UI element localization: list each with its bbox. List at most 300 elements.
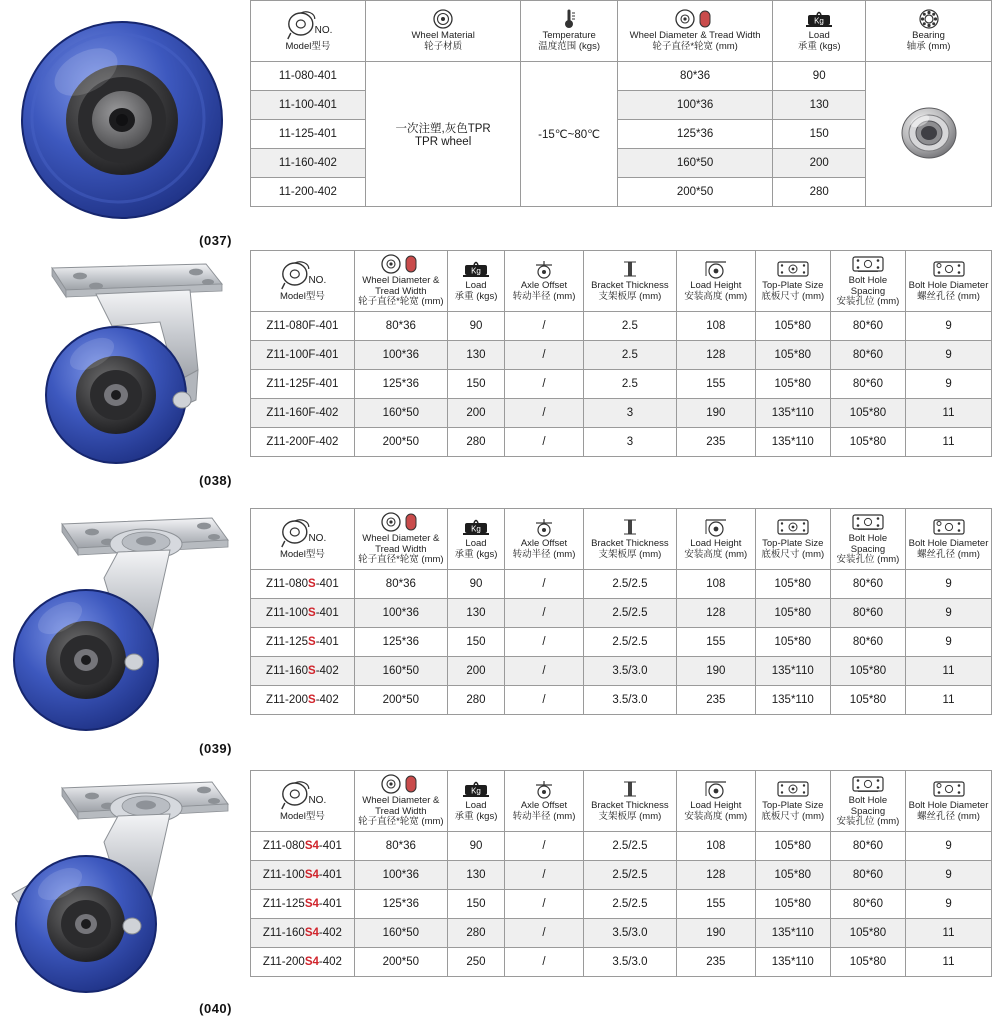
cell-load: 130: [447, 341, 504, 370]
table-row: [251, 832, 992, 861]
figure-caption-038: (038): [199, 473, 232, 488]
cell-bracket-thickness: 2.5/2.5: [583, 570, 676, 599]
header-label-cn: 安装孔位 (mm): [836, 296, 900, 308]
header-label-en: Bolt Hole Diameter: [908, 538, 989, 550]
header-cell-model: [251, 251, 355, 312]
figure-039: [0, 508, 250, 758]
cell-diameter: 125*36: [617, 120, 773, 149]
figure-caption-039: (039): [199, 741, 232, 756]
header-cell-model: [251, 1, 366, 62]
cell-temperature: -15℃~80℃: [521, 62, 617, 207]
cell-bracket-thickness: 2.5: [583, 341, 676, 370]
cell-axle-offset: /: [505, 628, 584, 657]
cell-bolt-diameter: 11: [906, 686, 992, 715]
cell-bolt-diameter: 9: [906, 890, 992, 919]
load-kg-icon: [804, 9, 834, 29]
header-label-en: NO.: [314, 25, 333, 36]
cell-model: Z11-200F-402: [251, 428, 355, 457]
cell-model: [251, 832, 355, 861]
table-row: [251, 657, 992, 686]
header-label-en: Axle Offset: [520, 280, 568, 292]
cell-model: 11-080-401: [251, 62, 366, 91]
cell-load: 90: [447, 832, 504, 861]
cell-bolt-diameter: 11: [906, 948, 992, 977]
header-label-en: Load: [465, 800, 487, 812]
cell-diameter: 200*50: [354, 686, 447, 715]
cell-bolt-diameter: 11: [906, 657, 992, 686]
bolt-hole-diameter-icon: [932, 517, 966, 537]
model-prefix: Z11-100: [266, 607, 309, 619]
swivel-brake-caster-illustration: [0, 770, 250, 1000]
cell-model: [251, 861, 355, 890]
cell-axle-offset: /: [505, 657, 584, 686]
header-label-cn: 轮子直径*轮宽 (mm): [358, 296, 444, 308]
bolt-hole-spacing-icon: [851, 512, 885, 532]
cell-bolt-spacing: 80*60: [830, 832, 905, 861]
cell-bolt-spacing: 80*60: [830, 628, 905, 657]
model-suffix: -402: [315, 665, 339, 677]
cell-diameter: 125*36: [354, 890, 447, 919]
table-row: [251, 62, 992, 91]
cell-model: 11-125-401: [251, 120, 366, 149]
cell-load: 150: [447, 890, 504, 919]
header-label-cn: 螺丝孔径 (mm): [917, 549, 980, 560]
cell-load-height: 128: [676, 341, 755, 370]
load-height-icon: [703, 779, 729, 799]
cell-top-plate: 105*80: [755, 341, 830, 370]
model-prefix: Z11-125: [262, 898, 305, 910]
model-highlight: S4: [304, 927, 319, 939]
cell-bolt-diameter: 9: [906, 599, 992, 628]
cell-top-plate: 135*110: [755, 657, 830, 686]
header-label-en: Top-Plate Size: [762, 280, 824, 292]
header-label-cn: Model型号: [279, 811, 325, 823]
cell-axle-offset: /: [505, 861, 584, 890]
load-kg-icon: [461, 517, 491, 537]
cell-axle-offset: /: [505, 919, 584, 948]
figure-040: [0, 770, 250, 1018]
cell-bolt-spacing: 105*80: [830, 399, 905, 428]
table-header-row: [251, 251, 992, 312]
material-line-cn: 一次注塑,灰色TPR: [395, 123, 491, 135]
cell-bearing-photo: [866, 62, 992, 207]
cell-load: 280: [447, 686, 504, 715]
header-cell-axle-offset: [505, 771, 584, 832]
thermometer-icon: [561, 9, 577, 29]
header-label-cn: 轮子直径*轮宽 (mm): [358, 554, 444, 566]
bolt-hole-diameter-icon: [932, 779, 966, 799]
cell-model: Z11-100F-401: [251, 341, 355, 370]
header-cell-axle-offset: [505, 251, 584, 312]
header-label-en: Axle Offset: [520, 800, 568, 812]
table-wrap-038: [250, 250, 1000, 457]
cell-diameter: 160*50: [354, 919, 447, 948]
cell-load-height: 235: [676, 948, 755, 977]
wheel-diameter-icon: [672, 9, 718, 29]
cell-diameter: 100*36: [354, 599, 447, 628]
cell-top-plate: 105*80: [755, 628, 830, 657]
load-height-icon: [703, 259, 729, 279]
header-cell-material: [365, 1, 521, 62]
cell-model: [251, 657, 355, 686]
header-cell-bracket-thickness: [583, 509, 676, 570]
table-header-row: [251, 509, 992, 570]
cell-bolt-diameter: 9: [906, 370, 992, 399]
header-cell-diameter: [617, 1, 773, 62]
cell-top-plate: 105*80: [755, 890, 830, 919]
cell-axle-offset: /: [505, 890, 584, 919]
header-cell-bolt-spacing: [830, 251, 905, 312]
cell-bolt-spacing: 105*80: [830, 686, 905, 715]
header-cell-bearing: [866, 1, 992, 62]
spec-table-039: [250, 508, 992, 715]
swivel-plate-caster-illustration: [0, 508, 250, 740]
spec-block-037: [0, 0, 1000, 250]
bolt-hole-diameter-icon: [932, 259, 966, 279]
cell-top-plate: 105*80: [755, 599, 830, 628]
spec-table-037: [250, 0, 992, 207]
bearing-icon: [918, 9, 940, 29]
cell-model: [251, 628, 355, 657]
cell-bolt-diameter: 9: [906, 312, 992, 341]
cell-model: [251, 570, 355, 599]
cell-bolt-spacing: 80*60: [830, 861, 905, 890]
header-label-cn: 支架板厚 (mm): [598, 811, 662, 822]
model-suffix: -402: [318, 956, 342, 968]
cell-bolt-spacing: 80*60: [830, 341, 905, 370]
axle-offset-icon: [531, 779, 557, 799]
header-cell-diameter: [354, 509, 447, 570]
header-label-en: Bolt Hole Spacing: [848, 532, 888, 555]
header-label-cn: 安装孔位 (mm): [836, 816, 900, 828]
model-suffix: -401: [315, 607, 339, 619]
header-label-cn: 螺丝孔径 (mm): [917, 811, 980, 822]
header-label-en: NO.: [308, 795, 327, 806]
cell-load-height: 108: [676, 312, 755, 341]
header-label-cn: 安装孔位 (mm): [836, 554, 900, 566]
cell-load-height: 108: [676, 570, 755, 599]
load-kg-icon: [461, 259, 491, 279]
cell-load: 150: [447, 370, 504, 399]
model-suffix: -401: [318, 869, 342, 881]
cell-bolt-spacing: 105*80: [830, 657, 905, 686]
header-label-en: Wheel Diameter & Tread Width: [362, 274, 440, 297]
cell-axle-offset: /: [505, 599, 584, 628]
blue-tpr-wheel-illustration: [0, 0, 250, 232]
header-label-en: NO.: [308, 275, 327, 286]
cell-bolt-diameter: 9: [906, 832, 992, 861]
header-label-cn: 底板尺寸 (mm): [761, 549, 825, 560]
cell-top-plate: 135*110: [755, 919, 830, 948]
cell-bolt-diameter: 9: [906, 861, 992, 890]
table-row: [251, 570, 992, 599]
cell-bracket-thickness: 2.5: [583, 370, 676, 399]
cell-bolt-spacing: 105*80: [830, 948, 905, 977]
spec-block-038: [0, 250, 1000, 508]
cell-bracket-thickness: 2.5: [583, 312, 676, 341]
table-row: [251, 370, 992, 399]
cell-bolt-spacing: 80*60: [830, 312, 905, 341]
header-cell-top-plate: [755, 771, 830, 832]
svg-text:Kg: Kg: [471, 786, 481, 796]
header-cell-model: [251, 509, 355, 570]
model-highlight: S4: [304, 840, 319, 852]
header-label-en: Bracket Thickness: [591, 800, 669, 812]
header-label-cn: 轮子材质: [424, 41, 463, 52]
cell-bracket-thickness: 3.5/3.0: [583, 919, 676, 948]
model-prefix: Z11-200: [266, 694, 309, 706]
cell-model: Z11-160F-402: [251, 399, 355, 428]
cell-bolt-spacing: 105*80: [830, 919, 905, 948]
model-highlight: S: [308, 636, 316, 648]
cell-diameter: 125*36: [354, 370, 447, 399]
cell-bolt-diameter: 11: [906, 919, 992, 948]
model-prefix: Z11-100: [262, 869, 305, 881]
header-label-cn: 支架板厚 (mm): [598, 291, 662, 302]
header-label-en: Axle Offset: [520, 538, 568, 550]
svg-text:Kg: Kg: [471, 266, 481, 276]
figure-038: [0, 250, 250, 490]
header-label-en: Temperature: [542, 30, 596, 42]
header-cell-top-plate: [755, 251, 830, 312]
header-label-cn: 承重 (kgs): [797, 41, 841, 52]
header-cell-bracket-thickness: [583, 251, 676, 312]
cell-top-plate: 105*80: [755, 570, 830, 599]
cell-load: 150: [773, 120, 866, 149]
header-cell-temperature: [521, 1, 617, 62]
header-cell-load-height: [676, 251, 755, 312]
header-label-en: NO.: [308, 533, 327, 544]
cell-load: 130: [447, 599, 504, 628]
header-cell-top-plate: [755, 509, 830, 570]
model-suffix: -401: [315, 636, 339, 648]
axle-offset-icon: [531, 517, 557, 537]
header-cell-bolt-diameter: [906, 771, 992, 832]
header-label-cn: 承重 (kgs): [454, 811, 498, 822]
header-label-cn: 支架板厚 (mm): [598, 549, 662, 560]
table-row: [251, 312, 992, 341]
cell-diameter: 200*50: [354, 948, 447, 977]
model-highlight: S: [308, 694, 316, 706]
cell-top-plate: 135*110: [755, 428, 830, 457]
header-cell-diameter: [354, 771, 447, 832]
model-suffix: -402: [315, 694, 339, 706]
cell-load: 130: [447, 861, 504, 890]
cell-top-plate: 135*110: [755, 686, 830, 715]
top-plate-size-icon: [776, 779, 810, 799]
cell-bolt-diameter: 9: [906, 570, 992, 599]
header-cell-load: [447, 251, 504, 312]
cell-load-height: 190: [676, 657, 755, 686]
cell-model: 11-100-401: [251, 91, 366, 120]
model-prefix: Z11-125: [266, 636, 309, 648]
model-suffix: -402: [318, 927, 342, 939]
cell-bracket-thickness: 2.5/2.5: [583, 628, 676, 657]
cell-bolt-diameter: 9: [906, 628, 992, 657]
model-suffix: -401: [315, 578, 339, 590]
cell-bolt-spacing: 80*60: [830, 890, 905, 919]
cell-model: [251, 948, 355, 977]
cell-diameter: 100*36: [617, 91, 773, 120]
model-suffix: -401: [318, 840, 342, 852]
header-label-en: Bolt Hole Spacing: [848, 794, 888, 817]
header-label-cn: Model型号: [279, 549, 325, 561]
header-label-en: Load Height: [690, 280, 742, 292]
cell-load-height: 235: [676, 428, 755, 457]
cell-load: 280: [447, 919, 504, 948]
header-label-cn: 螺丝孔径 (mm): [917, 291, 980, 302]
cell-bracket-thickness: 3: [583, 428, 676, 457]
header-label-en: Bracket Thickness: [591, 280, 669, 292]
spec-table-body-038: [251, 312, 992, 457]
header-cell-model: [251, 771, 355, 832]
header-label-en: Bearing: [912, 30, 945, 42]
table-wrap-039: [250, 508, 1000, 715]
cell-load: 200: [447, 399, 504, 428]
header-cell-axle-offset: [505, 509, 584, 570]
header-label-cn: 转动半径 (mm): [512, 549, 576, 560]
header-label-en: Bolt Hole Spacing: [848, 274, 888, 297]
cell-diameter: 80*36: [617, 62, 773, 91]
spec-table-body-040: [251, 832, 992, 977]
cell-diameter: 160*50: [354, 657, 447, 686]
table-wrap-037: [250, 0, 1000, 207]
cell-load-height: 190: [676, 919, 755, 948]
cell-load: 90: [773, 62, 866, 91]
header-label-cn: 底板尺寸 (mm): [761, 811, 825, 822]
table-row: [251, 399, 992, 428]
model-prefix: Z11-160: [266, 665, 309, 677]
cell-load: 200: [773, 149, 866, 178]
cell-load: 250: [447, 948, 504, 977]
top-plate-size-icon: [776, 517, 810, 537]
rigid-plate-caster-illustration: [0, 250, 250, 472]
cell-bolt-spacing: 105*80: [830, 428, 905, 457]
header-label-cn: 轴承 (mm): [906, 41, 951, 52]
cell-bracket-thickness: 2.5/2.5: [583, 832, 676, 861]
cell-load-height: 155: [676, 370, 755, 399]
wheel-diameter-icon: [378, 774, 424, 794]
cell-model: 11-200-402: [251, 178, 366, 207]
axle-offset-icon: [531, 259, 557, 279]
cell-load-height: 155: [676, 628, 755, 657]
cell-diameter: 160*50: [617, 149, 773, 178]
header-label-cn: 承重 (kgs): [454, 549, 498, 560]
header-label-en: Wheel Diameter & Tread Width: [629, 30, 761, 42]
header-label-en: Wheel Diameter & Tread Width: [362, 794, 440, 817]
spec-table-040: [250, 770, 992, 977]
cell-axle-offset: /: [505, 341, 584, 370]
model-prefix: Z11-200: [262, 956, 305, 968]
cell-axle-offset: /: [505, 428, 584, 457]
bracket-thickness-icon: [622, 517, 638, 537]
header-label-cn: 安装高度 (mm): [684, 291, 748, 302]
cell-axle-offset: /: [505, 312, 584, 341]
cell-diameter: 80*36: [354, 570, 447, 599]
header-label-en: Wheel Material: [411, 30, 475, 42]
cell-material: [365, 62, 521, 207]
model-highlight: S4: [304, 956, 319, 968]
load-height-icon: [703, 517, 729, 537]
cell-model: [251, 890, 355, 919]
header-label-cn: Model型号: [285, 41, 331, 53]
header-label-cn: 转动半径 (mm): [512, 291, 576, 302]
header-cell-load: [447, 771, 504, 832]
cell-load: 90: [447, 312, 504, 341]
cell-load: 200: [447, 657, 504, 686]
table-row: [251, 686, 992, 715]
svg-text:Kg: Kg: [814, 16, 825, 26]
cell-load: 280: [773, 178, 866, 207]
cell-bracket-thickness: 2.5/2.5: [583, 599, 676, 628]
cell-load: 150: [447, 628, 504, 657]
table-row: [251, 861, 992, 890]
header-label-en: Load: [808, 30, 830, 42]
model-prefix: Z11-080: [262, 840, 305, 852]
header-cell-bracket-thickness: [583, 771, 676, 832]
header-cell-load: [773, 1, 866, 62]
bolt-hole-spacing-icon: [851, 254, 885, 274]
header-label-cn: 安装高度 (mm): [684, 811, 748, 822]
ball-bearing-photo: [890, 103, 968, 163]
header-label-cn: 安装高度 (mm): [684, 549, 748, 560]
model-prefix: Z11-080: [266, 578, 309, 590]
header-cell-load-height: [676, 771, 755, 832]
cell-load-height: 190: [676, 399, 755, 428]
header-cell-load-height: [676, 509, 755, 570]
header-label-en: Load Height: [690, 800, 742, 812]
table-row: [251, 341, 992, 370]
cell-load: 280: [447, 428, 504, 457]
header-cell-diameter: [354, 251, 447, 312]
wheel-material-icon: [432, 9, 454, 29]
cell-bolt-diameter: 11: [906, 428, 992, 457]
cell-bolt-diameter: 9: [906, 341, 992, 370]
cell-diameter: 125*36: [354, 628, 447, 657]
header-label-cn: 底板尺寸 (mm): [761, 291, 825, 302]
cell-model: Z11-125F-401: [251, 370, 355, 399]
cell-bracket-thickness: 3: [583, 399, 676, 428]
cell-model: 11-160-402: [251, 149, 366, 178]
cell-bracket-thickness: 3.5/3.0: [583, 948, 676, 977]
wheel-diameter-icon: [378, 512, 424, 532]
cell-load-height: 155: [676, 890, 755, 919]
cell-model: [251, 686, 355, 715]
figure-037: [0, 0, 250, 250]
cell-top-plate: 135*110: [755, 948, 830, 977]
table-row: [251, 948, 992, 977]
model-highlight: S: [308, 665, 316, 677]
cell-load-height: 128: [676, 861, 755, 890]
cell-bracket-thickness: 3.5/3.0: [583, 657, 676, 686]
spec-table-038: [250, 250, 992, 457]
header-label-cn: 转动半径 (mm): [512, 811, 576, 822]
cell-bolt-spacing: 80*60: [830, 599, 905, 628]
table-wrap-040: [250, 770, 1000, 977]
header-label-cn: Model型号: [279, 291, 325, 303]
header-label-cn: 承重 (kgs): [454, 291, 498, 302]
model-prefix: Z11-160: [262, 927, 305, 939]
cell-axle-offset: /: [505, 399, 584, 428]
load-kg-icon: [461, 779, 491, 799]
model-suffix: -401: [318, 898, 342, 910]
cell-diameter: 100*36: [354, 861, 447, 890]
table-header-row: [251, 771, 992, 832]
table-header-row: [251, 1, 992, 62]
cell-load: 130: [773, 91, 866, 120]
bracket-thickness-icon: [622, 779, 638, 799]
svg-text:Kg: Kg: [471, 524, 481, 534]
